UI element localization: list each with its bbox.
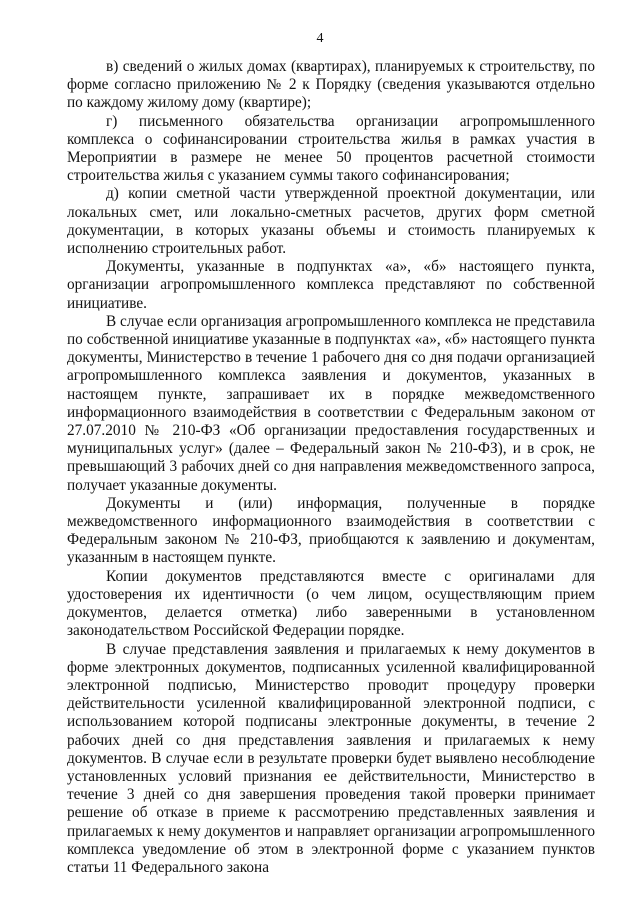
paragraph-own-initiative: Документы, указанные в подпунктах «а», «б» настоящего пункта, организации агропромышленного комплекса представляют по собственной инициативе.	[67, 258, 595, 312]
paragraph-v-housing-info: в) сведений о жилых домах (квартирах), планируемых к строительству, по форме согласно приложению № 2 к Порядку (сведения указываются отдельно по каждому жилому дому (квартире);	[67, 58, 595, 112]
paragraph-d-estimate-copies: д) копии сметной части утвержденной проектной документации, или локальных смет, или локально-сметных расчетов, других форм сметной документации, в которых указаны объемы и стоимость планируемых к исполнению строительных работ.	[67, 185, 595, 258]
paragraph-electronic-signature: В случае представления заявления и прилагаемых к нему документов в форме электронных документов, подписанных усиленной квалифицированной электронной подписью, Министерство проводит процедуру проверки действительности усиленной квалифицированной электронной подписи, с использованием которой подписаны электронные документы, в течение 2 рабочих дней со дня представления заявления и прилагаемых к нему документов. В случае если в результате проверки будет выявлено несоблюдение установленных условий признания ее действительности, Министерство в течение 3 дней со дня завершения проведения такой проверки принимает решение об отказе в приеме к рассмотрению представленных заявления и прилагаемых к нему документов и направляет организации агропромышленного комплекса уведомление об этом в электронной форме с указанием пунктов статьи 11 Федерального закона	[67, 640, 595, 876]
paragraph-interagency-request: В случае если организация агропромышленного комплекса не представила по собственной инициативе указанные в подпунктах «а», «б» настоящего пункта документы, Министерство в течение 1 рабочего дня со дня подачи организацией агропромышленного комплекса заявления и документов, указанных в настоящем пункте, запрашивает их в порядке межведомственного информационного взаимодействия в соответствии с Федеральным законом от 27.07.2010 № 210-ФЗ «Об организации предоставления государственных и муниципальных услуг» (далее – Федеральный закон № 210-ФЗ), и в срок, не превышающий 3 рабочих дней со дня направления межведомственного запроса, получает указанные документы.	[67, 312, 595, 494]
paragraph-document-copies: Копии документов представляются вместе с оригиналами для удостоверения их идентичности (о чем лицом, осуществляющим прием документов, делается отметка) либо заверенными в установленном законодательством Российской Федерации порядке.	[67, 567, 595, 640]
paragraph-attached-info: Документы и (или) информация, полученные в порядке межведомственного информационного взаимодействия в соответствии с Федеральным законом № 210-ФЗ, приобщаются к заявлению и документам, указанным в настоящем пункте.	[67, 494, 595, 567]
document-body	[67, 58, 595, 877]
paragraph-g-cofinancing-obligation: г) письменного обязательства организации агропромышленного комплекса о софинансировании строительства жилья в рамках участия в Мероприятии в размере не менее 50 процентов расчетной стоимости строительства жилья с указанием суммы такого софинансирования;	[67, 112, 595, 185]
page-number: 4	[316, 31, 324, 46]
